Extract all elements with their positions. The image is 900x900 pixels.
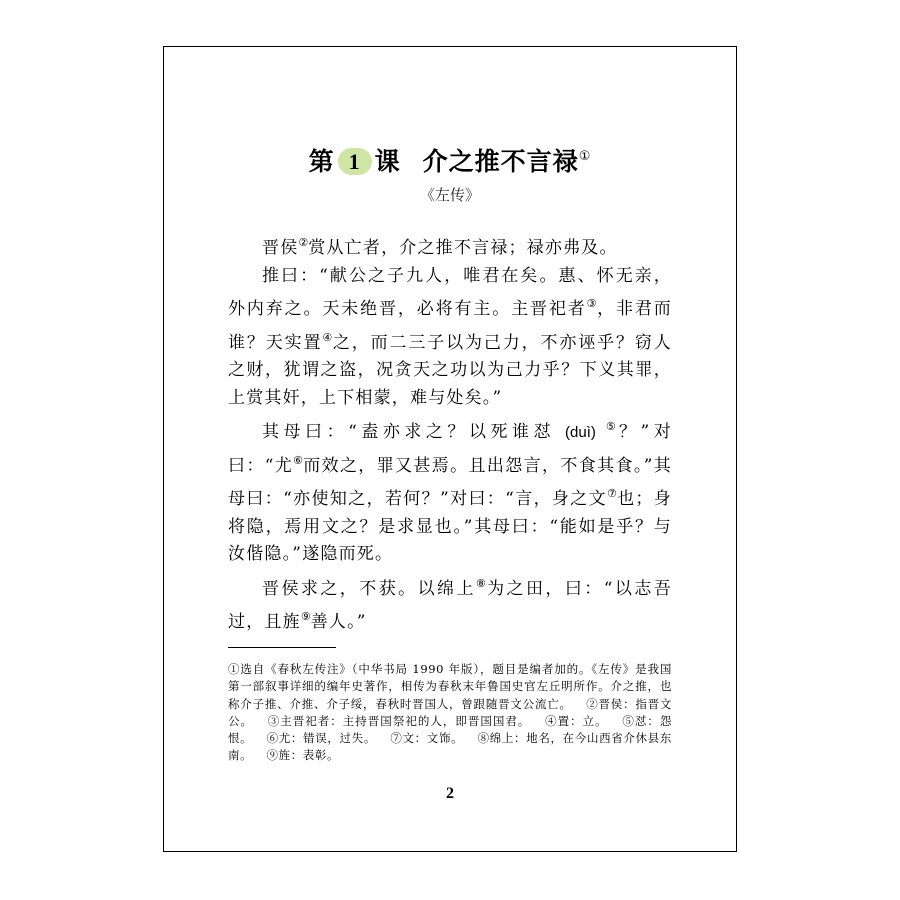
footnote-item: ③主晋祀者：主持晋国祭祀的人，即晋国国君。 [267, 713, 531, 728]
lesson-title [164, 142, 736, 177]
page-number: 2 [446, 785, 454, 802]
footnotes [228, 661, 672, 765]
text-segment: 而效之，罪又甚焉。且出怨言，不食其食。”其母曰：“亦使知之，若何？”对曰：“言，身之文 [228, 455, 672, 509]
text-segment [596, 422, 606, 442]
footnote-item: ⑧绵上：地名，在今山西省介休县东南。 [228, 731, 672, 763]
footnote-ref: ⑧ [475, 576, 488, 590]
text-segment: ？”对曰：“尤 [228, 422, 672, 476]
footnote-ref: ② [298, 236, 309, 249]
text-segment: ，非君而谁？天实置 [228, 299, 672, 353]
footnote-item: ②晋侯：指晋文公。 [228, 696, 673, 728]
source-line: 《左传》 [419, 186, 480, 204]
text-segment: 晋侯求之，不获。以绵上 [262, 578, 476, 599]
footnote-ref: ④ [322, 330, 333, 344]
footnote-ref: ⑥ [293, 453, 304, 467]
lesson-number-badge: 1 [338, 148, 372, 175]
title-suffix: 课 [374, 147, 401, 176]
text-segment: 善人。” [310, 612, 367, 632]
text-segment: 晋侯 [262, 238, 299, 258]
text-segment: 其母曰：“盍亦求之？以死谁怼 [262, 422, 566, 442]
footnote-ref: ⑤ [605, 420, 620, 433]
paragraph [228, 570, 672, 637]
footnote-item: ⑤怼：怨恨。 [228, 713, 672, 746]
footnote-separator [228, 647, 336, 648]
footnote-item: ④置：立。 [545, 713, 608, 728]
footnote-item: ①选自《春秋左传注》（中华书局 1990 年版），题目是编者加的。《左传》是我国第一部叙事详细的编年史著作，相传为春秋末年鲁国史官左丘明所作。介之推，也称介子推、介推、介子绥，春秋时晋国人，曾跟随晋文公流亡。 [228, 662, 672, 711]
text-segment: 推曰：“献公之子九人，唯君在矣。惠、怀无亲，外内弃之。天未绝晋，必将有主。主晋祀者 [228, 265, 672, 319]
footnote-item: ⑦文：文饰。 [390, 731, 464, 746]
footnote-ref: ⑨ [300, 610, 311, 623]
text-segment: 也；身将隐，焉用文之？是求显也。”其母曰：“能如是乎？与汝偕隐。”遂隐而死。 [228, 489, 672, 564]
footnote-item: ⑥尤：错误，过失。 [266, 731, 377, 746]
book-page [163, 46, 737, 852]
footnote-ref: ③ [586, 297, 598, 310]
text-segment: 赏从亡者，介之推不言禄；禄亦弗及。 [308, 238, 618, 258]
pinyin-annotation: (duì) [565, 424, 596, 441]
paragraph [228, 263, 672, 413]
lesson-name: 介之推不言禄 [422, 147, 579, 176]
text-segment: 为之田，曰：“以志吾过，且旌 [228, 578, 672, 632]
footnote-ref: ⑦ [607, 487, 618, 500]
paragraph [228, 413, 672, 569]
footnote-item: ⑨旌：表彰。 [266, 748, 340, 763]
title-prefix: 第 [308, 147, 335, 176]
paragraph [228, 229, 672, 263]
title-footnote-mark: ① [578, 149, 592, 164]
main-text [228, 229, 672, 637]
text-segment: 之，而二三子以为己力，不亦诬乎？窃人之财，犹谓之盗，况贪天之功以为己力乎？下义其罪，上赏其奸，上下相蒙，难与处矣。” [228, 332, 672, 408]
